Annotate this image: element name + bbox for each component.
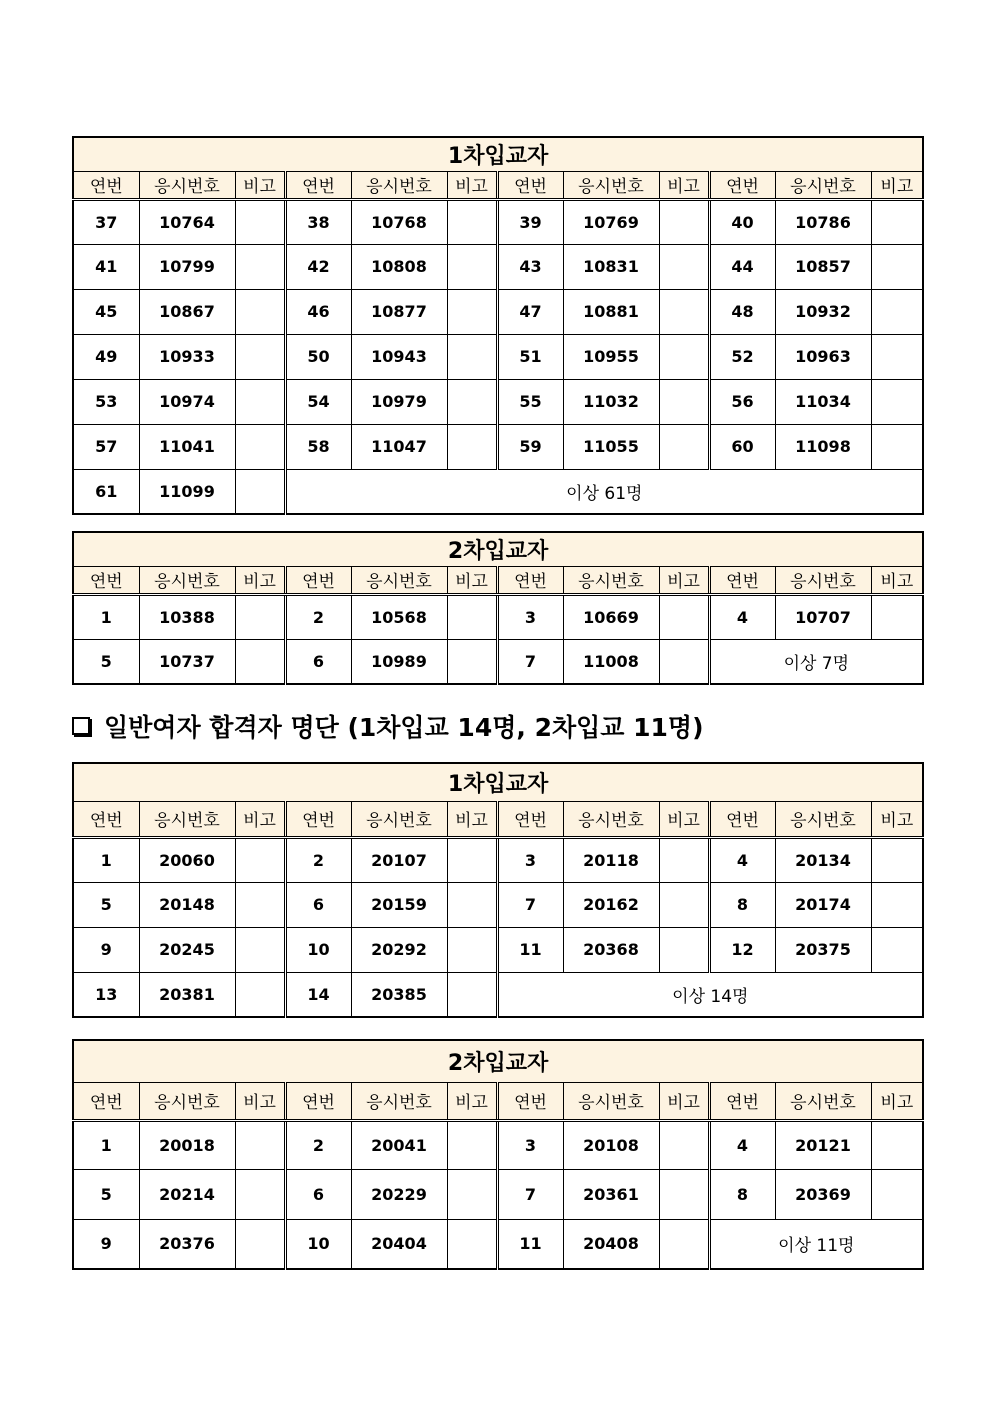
exam-number: 11008 xyxy=(563,639,659,684)
column-header: 비고 xyxy=(235,566,285,594)
seq-number: 14 xyxy=(285,972,351,1017)
remarks xyxy=(659,927,709,972)
seq-number: 4 xyxy=(709,1120,775,1170)
remarks xyxy=(659,1170,709,1220)
seq-number: 5 xyxy=(73,882,139,927)
remarks xyxy=(659,639,709,684)
exam-number: 10568 xyxy=(351,594,447,639)
column-header: 응시번호 xyxy=(351,566,447,594)
remarks xyxy=(659,424,709,469)
exam-number: 20148 xyxy=(139,882,235,927)
seq-number: 43 xyxy=(497,244,563,289)
column-header-row xyxy=(73,801,923,837)
table-row xyxy=(73,424,923,469)
column-header: 응시번호 xyxy=(775,801,871,837)
table-row xyxy=(73,289,923,334)
remarks xyxy=(447,837,497,882)
remarks xyxy=(235,1170,285,1220)
exam-number: 10388 xyxy=(139,594,235,639)
column-header: 응시번호 xyxy=(563,801,659,837)
roster-table xyxy=(72,136,924,515)
exam-number: 10799 xyxy=(139,244,235,289)
table-row xyxy=(73,594,923,639)
column-header: 비고 xyxy=(235,1082,285,1120)
seq-number: 11 xyxy=(497,927,563,972)
remarks xyxy=(447,334,497,379)
seq-number: 38 xyxy=(285,199,351,244)
seq-number: 6 xyxy=(285,882,351,927)
exam-number: 10881 xyxy=(563,289,659,334)
column-header: 비고 xyxy=(659,1082,709,1120)
exam-number: 11041 xyxy=(139,424,235,469)
table-row xyxy=(73,972,923,1017)
column-header: 응시번호 xyxy=(139,801,235,837)
remarks xyxy=(871,882,923,927)
exam-number: 20376 xyxy=(139,1219,235,1269)
seq-number: 57 xyxy=(73,424,139,469)
remarks xyxy=(235,379,285,424)
roster-table xyxy=(72,762,924,1018)
remarks xyxy=(235,594,285,639)
exam-number: 20107 xyxy=(351,837,447,882)
remarks xyxy=(447,1170,497,1220)
exam-number: 10786 xyxy=(775,199,871,244)
remarks xyxy=(447,379,497,424)
section-heading xyxy=(72,708,704,744)
remarks xyxy=(235,1219,285,1269)
remarks xyxy=(659,1120,709,1170)
remarks xyxy=(235,289,285,334)
seq-number: 10 xyxy=(285,1219,351,1269)
remarks xyxy=(871,837,923,882)
table-title: 2차입교자 xyxy=(73,532,923,566)
exam-number: 10737 xyxy=(139,639,235,684)
seq-number: 48 xyxy=(709,289,775,334)
seq-number: 2 xyxy=(285,1120,351,1170)
exam-number: 20368 xyxy=(563,927,659,972)
seq-number: 9 xyxy=(73,927,139,972)
remarks xyxy=(447,244,497,289)
seq-number: 46 xyxy=(285,289,351,334)
remarks xyxy=(871,927,923,972)
exam-number: 10707 xyxy=(775,594,871,639)
remarks xyxy=(659,1219,709,1269)
remarks xyxy=(235,972,285,1017)
column-header: 비고 xyxy=(659,801,709,837)
seq-number: 58 xyxy=(285,424,351,469)
seq-number: 54 xyxy=(285,379,351,424)
remarks xyxy=(447,882,497,927)
exam-number: 10669 xyxy=(563,594,659,639)
remarks xyxy=(447,594,497,639)
remarks xyxy=(235,882,285,927)
seq-number: 3 xyxy=(497,837,563,882)
seq-number: 42 xyxy=(285,244,351,289)
table-row xyxy=(73,639,923,684)
remarks xyxy=(659,334,709,379)
exam-number: 20361 xyxy=(563,1170,659,1220)
column-header: 연번 xyxy=(285,566,351,594)
column-header: 연번 xyxy=(497,1082,563,1120)
remarks xyxy=(447,927,497,972)
column-header: 비고 xyxy=(659,171,709,199)
seq-number: 7 xyxy=(497,639,563,684)
exam-number: 20174 xyxy=(775,882,871,927)
remarks xyxy=(235,424,285,469)
remarks xyxy=(871,1170,923,1220)
column-header: 비고 xyxy=(871,171,923,199)
seq-number: 49 xyxy=(73,334,139,379)
seq-number: 55 xyxy=(497,379,563,424)
column-header: 연번 xyxy=(285,171,351,199)
seq-number: 1 xyxy=(73,594,139,639)
seq-number: 9 xyxy=(73,1219,139,1269)
roster-table xyxy=(72,531,924,685)
remarks xyxy=(871,379,923,424)
total-count: 이상 14명 xyxy=(497,972,923,1017)
remarks xyxy=(447,972,497,1017)
roster-table xyxy=(72,1039,924,1270)
column-header: 연번 xyxy=(73,566,139,594)
seq-number: 6 xyxy=(285,1170,351,1220)
seq-number: 2 xyxy=(285,837,351,882)
remarks xyxy=(659,289,709,334)
remarks xyxy=(235,334,285,379)
seq-number: 1 xyxy=(73,837,139,882)
column-header: 연번 xyxy=(497,801,563,837)
remarks xyxy=(659,594,709,639)
column-header: 연번 xyxy=(285,1082,351,1120)
remarks xyxy=(447,199,497,244)
column-header: 응시번호 xyxy=(775,171,871,199)
exam-number: 10963 xyxy=(775,334,871,379)
remarks xyxy=(659,199,709,244)
remarks xyxy=(235,639,285,684)
seq-number: 50 xyxy=(285,334,351,379)
seq-number: 4 xyxy=(709,594,775,639)
table-row xyxy=(73,1120,923,1170)
remarks xyxy=(235,927,285,972)
seq-number: 4 xyxy=(709,837,775,882)
remarks xyxy=(235,469,285,514)
column-header: 응시번호 xyxy=(139,171,235,199)
remarks xyxy=(235,199,285,244)
column-header: 연번 xyxy=(497,566,563,594)
exam-number: 20162 xyxy=(563,882,659,927)
remarks xyxy=(659,379,709,424)
seq-number: 3 xyxy=(497,594,563,639)
exam-number: 20121 xyxy=(775,1120,871,1170)
remarks xyxy=(659,882,709,927)
seq-number: 10 xyxy=(285,927,351,972)
exam-number: 20381 xyxy=(139,972,235,1017)
exam-number: 20404 xyxy=(351,1219,447,1269)
column-header: 연번 xyxy=(709,1082,775,1120)
column-header: 응시번호 xyxy=(563,566,659,594)
exam-number: 11099 xyxy=(139,469,235,514)
remarks xyxy=(871,244,923,289)
remarks xyxy=(659,244,709,289)
column-header: 비고 xyxy=(447,171,497,199)
column-header: 응시번호 xyxy=(351,1082,447,1120)
exam-number: 20018 xyxy=(139,1120,235,1170)
table-title: 1차입교자 xyxy=(73,763,923,801)
exam-number: 10955 xyxy=(563,334,659,379)
exam-number: 10877 xyxy=(351,289,447,334)
seq-number: 52 xyxy=(709,334,775,379)
column-header: 응시번호 xyxy=(775,1082,871,1120)
column-header: 연번 xyxy=(73,801,139,837)
table-row xyxy=(73,927,923,972)
exam-number: 10933 xyxy=(139,334,235,379)
seq-number: 5 xyxy=(73,1170,139,1220)
exam-number: 10764 xyxy=(139,199,235,244)
seq-number: 7 xyxy=(497,1170,563,1220)
column-header: 비고 xyxy=(871,566,923,594)
exam-number: 20108 xyxy=(563,1120,659,1170)
exam-number: 20385 xyxy=(351,972,447,1017)
exam-number: 20041 xyxy=(351,1120,447,1170)
total-count: 이상 7명 xyxy=(709,639,923,684)
column-header: 연번 xyxy=(285,801,351,837)
seq-number: 13 xyxy=(73,972,139,1017)
table-row xyxy=(73,244,923,289)
seq-number: 7 xyxy=(497,882,563,927)
remarks xyxy=(447,639,497,684)
remarks xyxy=(871,289,923,334)
seq-number: 1 xyxy=(73,1120,139,1170)
exam-number: 10857 xyxy=(775,244,871,289)
exam-number: 11034 xyxy=(775,379,871,424)
remarks xyxy=(659,837,709,882)
table-row xyxy=(73,1170,923,1220)
column-header: 응시번호 xyxy=(563,1082,659,1120)
remarks xyxy=(447,424,497,469)
column-header: 연번 xyxy=(709,566,775,594)
seq-number: 39 xyxy=(497,199,563,244)
column-header: 비고 xyxy=(235,801,285,837)
remarks xyxy=(235,837,285,882)
column-header: 비고 xyxy=(659,566,709,594)
table-row xyxy=(73,837,923,882)
column-header: 비고 xyxy=(235,171,285,199)
seq-number: 56 xyxy=(709,379,775,424)
seq-number: 12 xyxy=(709,927,775,972)
seq-number: 41 xyxy=(73,244,139,289)
exam-number: 20245 xyxy=(139,927,235,972)
table-title: 2차입교자 xyxy=(73,1040,923,1082)
checkbox-icon xyxy=(72,717,90,735)
table-row xyxy=(73,469,923,514)
table-row xyxy=(73,1219,923,1269)
exam-number: 20118 xyxy=(563,837,659,882)
table-row xyxy=(73,199,923,244)
column-header: 연번 xyxy=(73,1082,139,1120)
column-header: 응시번호 xyxy=(351,801,447,837)
exam-number: 10932 xyxy=(775,289,871,334)
seq-number: 37 xyxy=(73,199,139,244)
column-header: 응시번호 xyxy=(351,171,447,199)
seq-number: 2 xyxy=(285,594,351,639)
total-count: 이상 61명 xyxy=(285,469,923,514)
exam-number: 20134 xyxy=(775,837,871,882)
column-header: 응시번호 xyxy=(139,1082,235,1120)
column-header-row xyxy=(73,171,923,199)
exam-number: 10867 xyxy=(139,289,235,334)
column-header: 응시번호 xyxy=(775,566,871,594)
column-header: 연번 xyxy=(709,171,775,199)
seq-number: 44 xyxy=(709,244,775,289)
section-heading-text: 일반여자 합격자 명단 (1차입교 14명, 2차입교 11명) xyxy=(104,713,704,742)
exam-number: 11032 xyxy=(563,379,659,424)
remarks xyxy=(871,199,923,244)
column-header: 비고 xyxy=(447,1082,497,1120)
seq-number: 8 xyxy=(709,1170,775,1220)
seq-number: 47 xyxy=(497,289,563,334)
column-header: 응시번호 xyxy=(563,171,659,199)
exam-number: 11055 xyxy=(563,424,659,469)
seq-number: 11 xyxy=(497,1219,563,1269)
remarks xyxy=(447,289,497,334)
exam-number: 10974 xyxy=(139,379,235,424)
exam-number: 20408 xyxy=(563,1219,659,1269)
column-header: 비고 xyxy=(871,801,923,837)
exam-number: 20375 xyxy=(775,927,871,972)
seq-number: 3 xyxy=(497,1120,563,1170)
remarks xyxy=(447,1120,497,1170)
exam-number: 10768 xyxy=(351,199,447,244)
exam-number: 11047 xyxy=(351,424,447,469)
seq-number: 8 xyxy=(709,882,775,927)
exam-number: 20292 xyxy=(351,927,447,972)
table-row xyxy=(73,882,923,927)
remarks xyxy=(235,244,285,289)
exam-number: 20369 xyxy=(775,1170,871,1220)
seq-number: 53 xyxy=(73,379,139,424)
column-header: 연번 xyxy=(709,801,775,837)
column-header: 응시번호 xyxy=(139,566,235,594)
exam-number: 10979 xyxy=(351,379,447,424)
table-title: 1차입교자 xyxy=(73,137,923,171)
seq-number: 40 xyxy=(709,199,775,244)
seq-number: 6 xyxy=(285,639,351,684)
remarks xyxy=(235,1120,285,1170)
seq-number: 60 xyxy=(709,424,775,469)
seq-number: 45 xyxy=(73,289,139,334)
remarks xyxy=(871,334,923,379)
column-header: 연번 xyxy=(73,171,139,199)
exam-number: 10989 xyxy=(351,639,447,684)
remarks xyxy=(871,424,923,469)
seq-number: 61 xyxy=(73,469,139,514)
exam-number: 10831 xyxy=(563,244,659,289)
table-row xyxy=(73,379,923,424)
exam-number: 20229 xyxy=(351,1170,447,1220)
column-header: 연번 xyxy=(497,171,563,199)
seq-number: 51 xyxy=(497,334,563,379)
table-row xyxy=(73,334,923,379)
column-header: 비고 xyxy=(447,566,497,594)
exam-number: 20060 xyxy=(139,837,235,882)
column-header: 비고 xyxy=(447,801,497,837)
seq-number: 5 xyxy=(73,639,139,684)
exam-number: 20159 xyxy=(351,882,447,927)
exam-number: 10769 xyxy=(563,199,659,244)
column-header-row xyxy=(73,566,923,594)
seq-number: 59 xyxy=(497,424,563,469)
exam-number: 10943 xyxy=(351,334,447,379)
remarks xyxy=(447,1219,497,1269)
column-header-row xyxy=(73,1082,923,1120)
remarks xyxy=(871,594,923,639)
exam-number: 11098 xyxy=(775,424,871,469)
exam-number: 10808 xyxy=(351,244,447,289)
exam-number: 20214 xyxy=(139,1170,235,1220)
remarks xyxy=(871,1120,923,1170)
total-count: 이상 11명 xyxy=(709,1219,923,1269)
column-header: 비고 xyxy=(871,1082,923,1120)
